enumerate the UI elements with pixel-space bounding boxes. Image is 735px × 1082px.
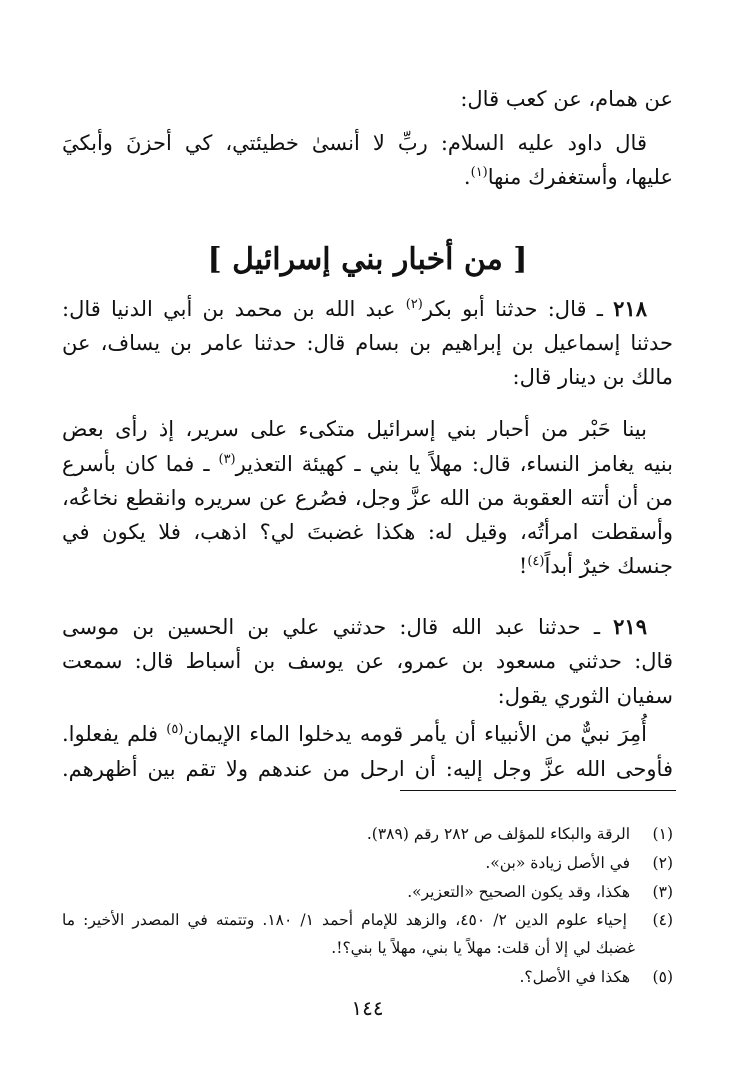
footnote-number: (٥) (652, 968, 673, 986)
paragraph-text: حدثنا إسماعيل بن إبراهيم بن بسام قال: حدثنا عامر بن يساف، عن (62, 331, 673, 355)
footnote-continuation (62, 936, 635, 960)
paragraph-text: أُمِرَ نبيٌّ من الأنبياء أن يأمر قومه يدخلوا الماء الإيمان (183, 722, 647, 746)
footnote-number: (٤) (652, 911, 673, 929)
story-218-line-1 (62, 414, 647, 444)
footnote-ref: (٣) (218, 452, 236, 467)
footnote-text: هكذا في الأصل؟. (519, 968, 631, 986)
footnote-text: إحياء علوم الدين ٢/ ٤٥٠، والزهد للإمام أحمد ١/ ١٨٠. وتتمته في المصدر الأخير: ما (62, 911, 627, 929)
paragraph-text: ـ حدثنا عبد الله قال: حدثني علي بن الحسين بن موسى (62, 615, 614, 639)
footnote-ref: (٥) (166, 722, 184, 737)
story-219-line-2 (62, 754, 673, 784)
paragraph-text: ـ فما كان بأسرع (62, 452, 219, 476)
hadith-218-line-3 (62, 362, 673, 392)
footnote (62, 880, 673, 904)
hadith-219-line-3 (62, 681, 673, 711)
narration-line: عن همام، عن كعب قال: (460, 87, 673, 111)
footnote (62, 851, 673, 875)
footnote-text: هكذا، وقد يكون الصحيح «التعزير». (407, 883, 631, 901)
hadith-number: ٢١٨ (613, 296, 647, 321)
hadith-219-line-1 (62, 612, 647, 642)
paragraph-1-line-1 (62, 128, 647, 158)
story-218-line-2 (62, 449, 673, 479)
footnote (62, 822, 673, 846)
footnote-ref: (٢) (405, 297, 423, 312)
footnote (62, 908, 673, 932)
footnote (62, 965, 673, 989)
footnote-text: في الأصل زيادة «بن». (485, 854, 631, 872)
paragraph-text: عبد الله بن محمد بن أبي الدنيا قال: (62, 297, 406, 321)
story-218-line-4 (62, 517, 673, 547)
footnote-text: الرقة والبكاء للمؤلف ص ٢٨٢ رقم (٣٨٩). (366, 825, 631, 843)
footnote-ref: (٤) (527, 554, 545, 569)
footnote-ref: (١) (470, 165, 488, 180)
paragraph-text: ! (518, 554, 528, 578)
footnote-number: (١) (652, 825, 673, 843)
section-heading: [ من أخبار بني إسرائيل ] (207, 242, 528, 277)
footnote-number: (٢) (652, 854, 673, 872)
story-218-line-3 (62, 483, 673, 513)
hadith-218-line-1 (62, 294, 647, 324)
page-number: ١٤٤ (351, 996, 384, 1020)
paragraph-text: بينا حَبْر من أحبار بني إسرائيل متكىء على سرير، إذ رأى بعض (62, 417, 647, 441)
text-line (62, 84, 673, 114)
footnote-text: غضبك لي إلا أن قلت: مهلاً يا بني، مهلاً يا بني؟!. (331, 939, 635, 957)
story-219-line-1 (62, 719, 647, 749)
footnote-number: (٣) (652, 883, 673, 901)
story-218-line-5 (62, 551, 673, 581)
paragraph-text: عليها، وأستغفرك منها (487, 165, 673, 189)
paragraph-text: . (463, 165, 471, 189)
paragraph-text: فأوحى الله عزَّ وجل إليه: أن ارحل من عندهم ولا تقم بين أظهرهم. (62, 757, 673, 781)
paragraph-1-line-2 (62, 162, 673, 192)
paragraph-text: قال: حدثني مسعود بن عمرو، عن يوسف بن أسباط قال: سمعت (62, 649, 673, 673)
paragraph-text: وأسقطت امرأتُه، وقيل له: هكذا غضبتَ لي؟ اذهب، فلا يكون في (62, 520, 673, 544)
hadith-number: ٢١٩ (613, 614, 647, 639)
paragraph-text: فلم يفعلوا. (62, 722, 167, 746)
hadith-219-line-2 (62, 646, 673, 676)
paragraph-text: قال داود عليه السلام: ربِّ لا أنسىٰ خطيئتي، كي أحزنَ وأبكيَ (62, 131, 647, 155)
paragraph-text: مالك بن دينار قال: (512, 365, 673, 389)
footnote-separator (400, 790, 676, 791)
paragraph-text: من أن أتته العقوبة من الله عزَّ وجل، فصُرع عن سريره وانقطع نخاعُه، (62, 486, 673, 510)
paragraph-text: بنيه يغامز النساء، قال: مهلاً يا بني ـ كهيئة التعذير (235, 452, 673, 476)
paragraph-text: جنسك خيرٌ أبداً (544, 554, 673, 578)
hadith-218-line-2 (62, 328, 673, 358)
paragraph-text: سفيان الثوري يقول: (497, 684, 673, 708)
paragraph-text: ـ قال: حدثنا أبو بكر (422, 297, 614, 321)
